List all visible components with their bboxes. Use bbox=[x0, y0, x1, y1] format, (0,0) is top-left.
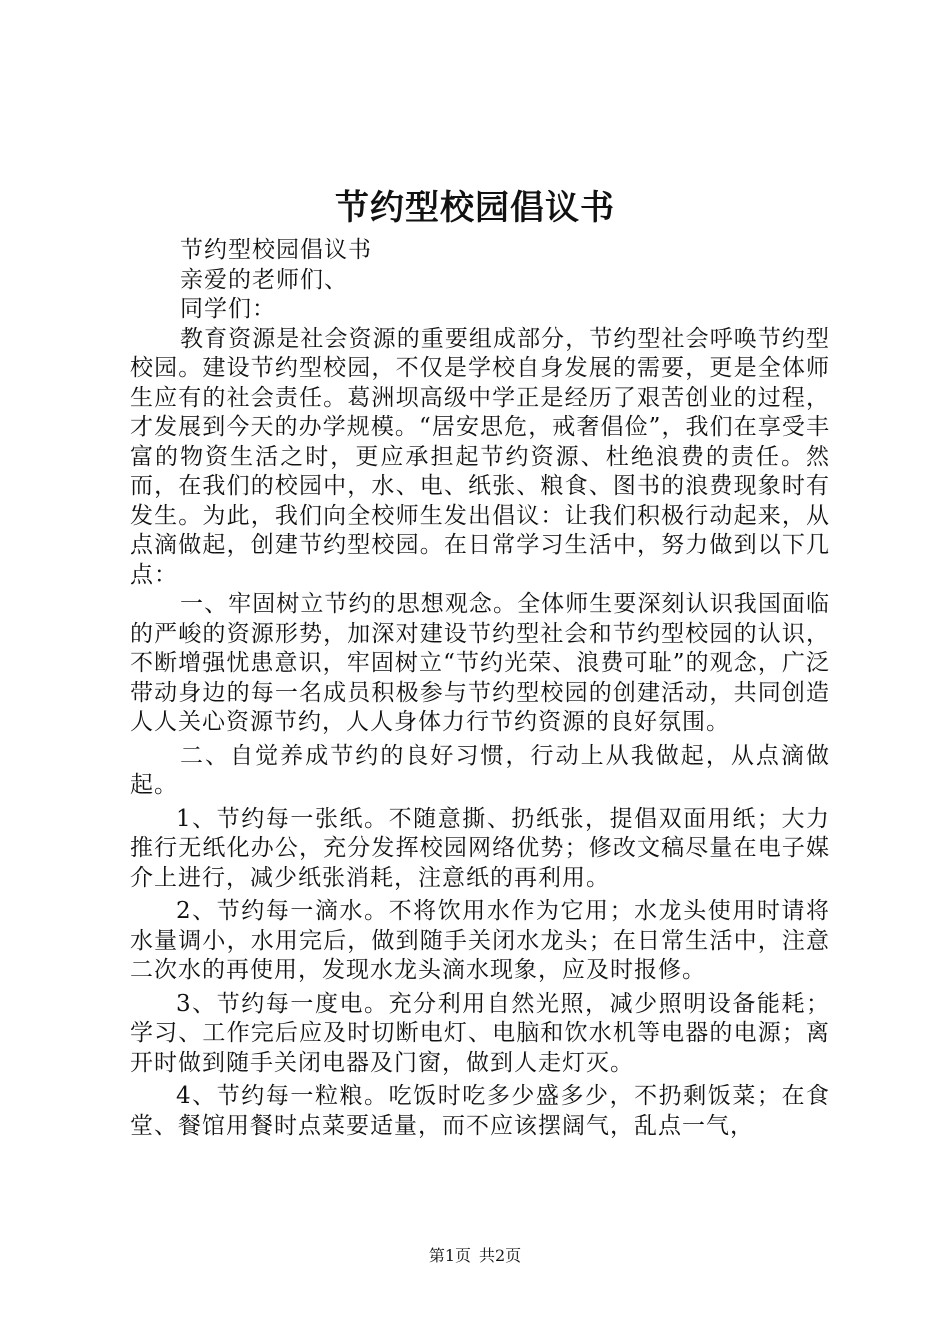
paragraph-salutation-2: 同学们： bbox=[180, 296, 276, 322]
paragraph-point-1: 一、牢固树立节约的思想观念。全体师生要深刻认识我国面临的严峻的资源形势，加深对建设节约型社会和节约型校园的认识，不断增强忧患意识，牢固树立“节约光荣、浪费可耻”的观念，广泛带动身边的每一名成员积极参与节约型校园的创建活动，共同创造人人关心资源节约，人人身体力行节约资源的良好氛围。 bbox=[130, 591, 830, 735]
paragraph-item-food: 4、节约每一粒粮。吃饭时吃多少盛多少，不扔剩饭菜；在食堂、餐馆用餐时点菜要适量，而不应该摆阔气，乱点一气， bbox=[130, 1083, 830, 1139]
document-title: 节约型校园倡议书 bbox=[335, 188, 615, 228]
paragraph-point-2: 二、自觉养成节约的良好习惯，行动上从我做起，从点滴做起。 bbox=[130, 742, 830, 798]
document-body bbox=[130, 236, 830, 1141]
paragraph-item-electricity: 3、节约每一度电。充分利用自然光照，减少照明设备能耗；学习、工作完后应及时切断电灯、电脑和饮水机等电器的电源；离开时做到随手关闭电器及门窗，做到人走灯灭。 bbox=[130, 990, 830, 1076]
paragraph-item-water: 2、节约每一滴水。不将饮用水作为它用；水龙头使用时请将水量调小，水用完后，做到随手关闭水龙头；在日常生活中，注意二次水的再使用，发现水龙头滴水现象，应及时报修。 bbox=[130, 898, 830, 983]
paragraph-heading: 节约型校园倡议书 bbox=[180, 237, 372, 263]
paragraph-intro: 教育资源是社会资源的重要组成部分，节约型社会呼唤节约型校园。建设节约型校园，不仅是学校自身发展的需要，更是全体师生应有的社会责任。葛洲坝高级中学正是经历了艰苦创业的过程，才发展到今天的办学规模。“居安思危，戒奢倡俭”，我们在享受丰富的物资生活之时，更应承担起节约资源、杜绝浪费的责任。然而，在我们的校园中，水、电、纸张、粮食、图书的浪费现象时有发生。为此，我们向全校师生发出倡议：让我们积极行动起来，从点滴做起，创建节约型校园。在日常学习生活中，努力做到以下几点： bbox=[130, 325, 830, 588]
page-total: 共2页 bbox=[479, 1246, 522, 1265]
paragraph-item-paper: 1、节约每一张纸。不随意撕、扔纸张，提倡双面用纸；大力推行无纸化办公，充分发挥校园网络优势；修改文稿尽量在电子媒介上进行，减少纸张消耗，注意纸的再利用。 bbox=[130, 805, 830, 891]
page-number: 第1页 bbox=[428, 1246, 471, 1265]
paragraph-salutation-1: 亲爱的老师们、 bbox=[180, 266, 348, 293]
page-footer bbox=[0, 1245, 950, 1267]
